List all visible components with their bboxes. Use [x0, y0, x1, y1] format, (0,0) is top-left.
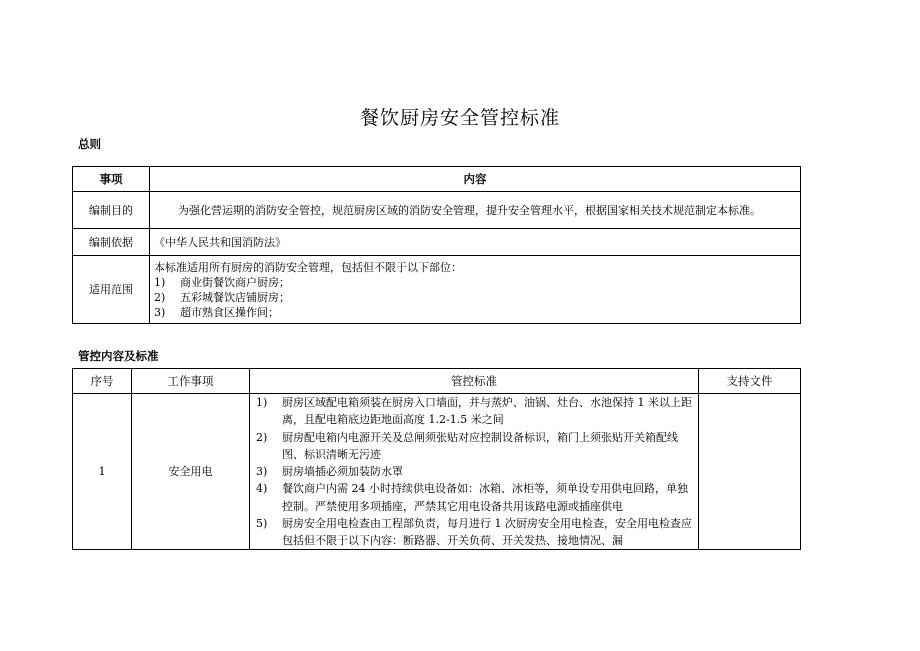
table-header-row — [73, 167, 801, 192]
header-support: 支持文件 — [699, 369, 801, 394]
section-title-control: 管控内容及标准 — [78, 349, 159, 363]
row-support — [699, 394, 801, 550]
table-row — [73, 394, 801, 550]
list-item: 2) 五彩城餐饮店铺厨房； — [154, 290, 290, 304]
row-item: 安全用电 — [132, 394, 250, 550]
row-value: 《中华人民共和国消防法》 — [150, 229, 801, 256]
row-value: 为强化营运期的消防安全管控，规范厨房区域的消防安全管理，提升安全管理水平，根据国家相关技术规范制定本标准。 — [150, 192, 801, 229]
list-item: 2) 厨房配电箱内电源开关及总闸须张贴对应控制设备标识，箱门上须张贴开关箱配线图、标识清晰无污迹 — [256, 430, 678, 461]
list-item: 1) 厨房区域配电箱须装在厨房入口墙面，并与蒸炉、油锅、灶台、水池保持 1 米以上距离，且配电箱底边距地面高度 1.2-1.5 米之间 — [256, 396, 692, 427]
table-row — [73, 256, 801, 324]
control-table — [72, 368, 801, 550]
section-title-general: 总则 — [78, 137, 101, 151]
row-key: 编制依据 — [73, 229, 150, 256]
header-item: 事项 — [73, 167, 150, 192]
list-item: 4) 餐饮商户内需 24 小时持续供电设备如：冰箱、冰柜等，须单设专用供电回路，单独控制。严禁使用多项插座，严禁其它用电设备共用该路电源或插座供电 — [256, 482, 688, 513]
table-header-row — [73, 369, 801, 394]
row-standards — [250, 394, 699, 550]
scope-intro: 本标准适用所有厨房的消防安全管理，包括但不限于以下部位： — [154, 260, 462, 274]
list-item: 3) 超市熟食区操作间； — [154, 305, 279, 319]
row-value — [150, 256, 801, 324]
row-key: 编制目的 — [73, 192, 150, 229]
row-no: 1 — [73, 394, 132, 550]
header-content: 内容 — [150, 167, 801, 192]
table-row — [73, 229, 801, 256]
list-item: 1) 商业街餐饮商户厨房； — [154, 275, 290, 289]
table-row — [73, 192, 801, 229]
header-standard: 管控标准 — [250, 369, 699, 394]
row-key: 适用范围 — [73, 256, 150, 324]
header-no: 序号 — [73, 369, 132, 394]
header-item: 工作事项 — [132, 369, 250, 394]
document-title: 餐饮厨房安全管控标准 — [359, 107, 560, 129]
general-table — [72, 166, 801, 324]
list-item: 3) 厨房墙插必须加装防水罩 — [256, 465, 403, 479]
list-item: 5) 厨房安全用电检查由工程部负责，每月进行 1 次厨房安全用电检查，安全用电检查应包括但不限于以下内容：断路器、开关负荷、开关发热、接地情况、漏 — [256, 517, 692, 548]
